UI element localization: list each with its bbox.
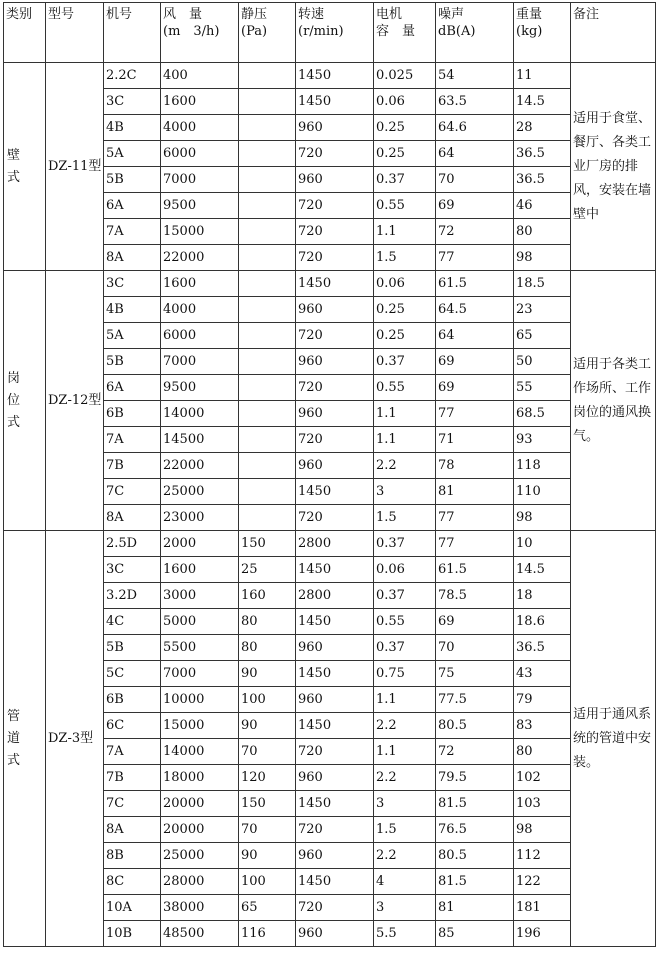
pressure-cell: 70	[239, 817, 296, 843]
speed-cell: 960	[296, 401, 374, 427]
pressure-cell	[239, 479, 296, 505]
speed-cell: 1450	[296, 557, 374, 583]
header-speed: 转速 (r/min)	[296, 3, 374, 63]
airflow-cell: 14000	[161, 739, 239, 765]
machine-cell: 7C	[104, 479, 161, 505]
pressure-cell: 116	[239, 921, 296, 947]
weight-cell: 18.6	[514, 609, 571, 635]
weight-cell: 118	[514, 453, 571, 479]
airflow-cell: 22000	[161, 453, 239, 479]
motor-cell: 1.1	[374, 219, 436, 245]
motor-cell: 0.25	[374, 115, 436, 141]
noise-cell: 63.5	[436, 89, 514, 115]
airflow-cell: 14500	[161, 427, 239, 453]
pressure-cell	[239, 193, 296, 219]
motor-cell: 0.55	[374, 375, 436, 401]
pressure-cell	[239, 323, 296, 349]
speed-cell: 720	[296, 505, 374, 531]
motor-cell: 0.37	[374, 167, 436, 193]
motor-cell: 0.06	[374, 89, 436, 115]
noise-cell: 69	[436, 349, 514, 375]
fan-spec-table	[3, 2, 656, 947]
noise-cell: 71	[436, 427, 514, 453]
airflow-cell: 9500	[161, 193, 239, 219]
noise-cell: 77.5	[436, 687, 514, 713]
motor-cell: 1.1	[374, 401, 436, 427]
motor-cell: 1.5	[374, 245, 436, 271]
airflow-cell: 10000	[161, 687, 239, 713]
remark-cell: 适用于食堂、餐厅、各类工业厂房的排风，安装在墙壁中	[571, 63, 656, 271]
noise-cell: 81	[436, 479, 514, 505]
table-row	[4, 531, 656, 557]
motor-cell: 2.2	[374, 453, 436, 479]
pressure-cell: 70	[239, 739, 296, 765]
airflow-cell: 20000	[161, 791, 239, 817]
machine-cell: 5C	[104, 661, 161, 687]
airflow-cell: 20000	[161, 817, 239, 843]
pressure-cell	[239, 427, 296, 453]
machine-cell: 6C	[104, 713, 161, 739]
pressure-cell: 150	[239, 791, 296, 817]
machine-cell: 8A	[104, 245, 161, 271]
machine-cell: 6A	[104, 193, 161, 219]
header-model: 型号	[46, 3, 104, 63]
remark-cell: 适用于各类工作场所、工作岗位的通风换气。	[571, 271, 656, 531]
weight-cell: 98	[514, 505, 571, 531]
speed-cell: 960	[296, 687, 374, 713]
pressure-cell: 150	[239, 531, 296, 557]
weight-cell: 28	[514, 115, 571, 141]
weight-cell: 50	[514, 349, 571, 375]
speed-cell: 960	[296, 349, 374, 375]
category-cell: 岗 位 式	[4, 271, 46, 531]
speed-cell: 720	[296, 895, 374, 921]
motor-cell: 2.2	[374, 843, 436, 869]
airflow-cell: 48500	[161, 921, 239, 947]
pressure-cell: 80	[239, 609, 296, 635]
weight-cell: 110	[514, 479, 571, 505]
table-body	[4, 63, 656, 947]
weight-cell: 18	[514, 583, 571, 609]
machine-cell: 8A	[104, 505, 161, 531]
machine-cell: 3C	[104, 557, 161, 583]
noise-cell: 81.5	[436, 791, 514, 817]
header-pressure: 静压 (Pa)	[239, 3, 296, 63]
noise-cell: 77	[436, 245, 514, 271]
speed-cell: 960	[296, 921, 374, 947]
weight-cell: 11	[514, 63, 571, 89]
airflow-cell: 18000	[161, 765, 239, 791]
weight-cell: 14.5	[514, 89, 571, 115]
machine-cell: 4C	[104, 609, 161, 635]
noise-cell: 64	[436, 323, 514, 349]
pressure-cell: 120	[239, 765, 296, 791]
speed-cell: 720	[296, 193, 374, 219]
airflow-cell: 23000	[161, 505, 239, 531]
weight-cell: 98	[514, 817, 571, 843]
table-row	[4, 271, 656, 297]
speed-cell: 960	[296, 453, 374, 479]
header-category: 类别	[4, 3, 46, 63]
airflow-cell: 1600	[161, 557, 239, 583]
noise-cell: 76.5	[436, 817, 514, 843]
machine-cell: 8A	[104, 817, 161, 843]
noise-cell: 85	[436, 921, 514, 947]
header-noise: 噪声 dB(A)	[436, 3, 514, 63]
speed-cell: 2800	[296, 583, 374, 609]
header-airflow: 风 量 (m 3/h)	[161, 3, 239, 63]
airflow-cell: 15000	[161, 713, 239, 739]
pressure-cell	[239, 63, 296, 89]
weight-cell: 10	[514, 531, 571, 557]
noise-cell: 70	[436, 167, 514, 193]
noise-cell: 64.6	[436, 115, 514, 141]
speed-cell: 720	[296, 427, 374, 453]
pressure-cell: 90	[239, 713, 296, 739]
airflow-cell: 15000	[161, 219, 239, 245]
weight-cell: 112	[514, 843, 571, 869]
motor-cell: 0.37	[374, 349, 436, 375]
motor-cell: 0.37	[374, 583, 436, 609]
speed-cell: 1450	[296, 661, 374, 687]
noise-cell: 72	[436, 219, 514, 245]
pressure-cell	[239, 349, 296, 375]
speed-cell: 1450	[296, 63, 374, 89]
weight-cell: 83	[514, 713, 571, 739]
speed-cell: 720	[296, 817, 374, 843]
airflow-cell: 5500	[161, 635, 239, 661]
weight-cell: 36.5	[514, 635, 571, 661]
weight-cell: 23	[514, 297, 571, 323]
machine-cell: 5B	[104, 635, 161, 661]
weight-cell: 79	[514, 687, 571, 713]
weight-cell: 98	[514, 245, 571, 271]
motor-cell: 3	[374, 479, 436, 505]
speed-cell: 960	[296, 765, 374, 791]
noise-cell: 61.5	[436, 557, 514, 583]
motor-cell: 2.2	[374, 765, 436, 791]
header-weight: 重量 (kg)	[514, 3, 571, 63]
pressure-cell	[239, 115, 296, 141]
noise-cell: 70	[436, 635, 514, 661]
airflow-cell: 1600	[161, 89, 239, 115]
motor-cell: 1.1	[374, 739, 436, 765]
airflow-cell: 5000	[161, 609, 239, 635]
noise-cell: 64	[436, 141, 514, 167]
airflow-cell: 25000	[161, 479, 239, 505]
machine-cell: 6A	[104, 375, 161, 401]
airflow-cell: 4000	[161, 297, 239, 323]
pressure-cell: 25	[239, 557, 296, 583]
airflow-cell: 7000	[161, 661, 239, 687]
speed-cell: 1450	[296, 791, 374, 817]
motor-cell: 1.5	[374, 505, 436, 531]
machine-cell: 8C	[104, 869, 161, 895]
model-cell: DZ-12型	[46, 271, 104, 531]
motor-cell: 0.06	[374, 271, 436, 297]
speed-cell: 720	[296, 141, 374, 167]
weight-cell: 93	[514, 427, 571, 453]
weight-cell: 103	[514, 791, 571, 817]
header-row	[4, 3, 656, 63]
speed-cell: 960	[296, 635, 374, 661]
speed-cell: 720	[296, 375, 374, 401]
machine-cell: 2.5D	[104, 531, 161, 557]
noise-cell: 81	[436, 895, 514, 921]
motor-cell: 0.25	[374, 141, 436, 167]
weight-cell: 46	[514, 193, 571, 219]
machine-cell: 7C	[104, 791, 161, 817]
speed-cell: 960	[296, 167, 374, 193]
airflow-cell: 4000	[161, 115, 239, 141]
model-cell: DZ-11型	[46, 63, 104, 271]
model-cell: DZ-3型	[46, 531, 104, 947]
machine-cell: 7B	[104, 453, 161, 479]
machine-cell: 10A	[104, 895, 161, 921]
weight-cell: 196	[514, 921, 571, 947]
airflow-cell: 400	[161, 63, 239, 89]
motor-cell: 1.5	[374, 817, 436, 843]
noise-cell: 61.5	[436, 271, 514, 297]
airflow-cell: 28000	[161, 869, 239, 895]
airflow-cell: 7000	[161, 167, 239, 193]
pressure-cell	[239, 297, 296, 323]
machine-cell: 10B	[104, 921, 161, 947]
noise-cell: 69	[436, 609, 514, 635]
speed-cell: 1450	[296, 89, 374, 115]
airflow-cell: 7000	[161, 349, 239, 375]
category-cell: 管 道 式	[4, 531, 46, 947]
machine-cell: 5A	[104, 141, 161, 167]
motor-cell: 0.25	[374, 323, 436, 349]
airflow-cell: 25000	[161, 843, 239, 869]
weight-cell: 14.5	[514, 557, 571, 583]
motor-cell: 0.06	[374, 557, 436, 583]
machine-cell: 3C	[104, 89, 161, 115]
machine-cell: 8B	[104, 843, 161, 869]
table-row	[4, 63, 656, 89]
pressure-cell	[239, 401, 296, 427]
machine-cell: 3C	[104, 271, 161, 297]
airflow-cell: 6000	[161, 323, 239, 349]
weight-cell: 80	[514, 739, 571, 765]
pressure-cell	[239, 453, 296, 479]
category-cell: 壁 式	[4, 63, 46, 271]
pressure-cell	[239, 245, 296, 271]
weight-cell: 65	[514, 323, 571, 349]
noise-cell: 78	[436, 453, 514, 479]
pressure-cell: 100	[239, 869, 296, 895]
weight-cell: 122	[514, 869, 571, 895]
machine-cell: 3.2D	[104, 583, 161, 609]
pressure-cell: 90	[239, 661, 296, 687]
weight-cell: 68.5	[514, 401, 571, 427]
header-motor: 电机 容 量	[374, 3, 436, 63]
machine-cell: 4B	[104, 115, 161, 141]
machine-cell: 6B	[104, 401, 161, 427]
speed-cell: 960	[296, 115, 374, 141]
motor-cell: 0.75	[374, 661, 436, 687]
pressure-cell	[239, 505, 296, 531]
pressure-cell	[239, 89, 296, 115]
pressure-cell	[239, 167, 296, 193]
airflow-cell: 38000	[161, 895, 239, 921]
weight-cell: 36.5	[514, 141, 571, 167]
speed-cell: 720	[296, 219, 374, 245]
speed-cell: 1450	[296, 609, 374, 635]
motor-cell: 0.25	[374, 297, 436, 323]
noise-cell: 75	[436, 661, 514, 687]
speed-cell: 1450	[296, 869, 374, 895]
motor-cell: 2.2	[374, 713, 436, 739]
weight-cell: 43	[514, 661, 571, 687]
motor-cell: 5.5	[374, 921, 436, 947]
noise-cell: 80.5	[436, 713, 514, 739]
speed-cell: 1450	[296, 713, 374, 739]
speed-cell: 720	[296, 323, 374, 349]
noise-cell: 69	[436, 375, 514, 401]
noise-cell: 69	[436, 193, 514, 219]
noise-cell: 54	[436, 63, 514, 89]
pressure-cell: 100	[239, 687, 296, 713]
airflow-cell: 22000	[161, 245, 239, 271]
pressure-cell	[239, 271, 296, 297]
machine-cell: 5B	[104, 167, 161, 193]
machine-cell: 5A	[104, 323, 161, 349]
noise-cell: 81.5	[436, 869, 514, 895]
motor-cell: 0.55	[374, 609, 436, 635]
pressure-cell: 80	[239, 635, 296, 661]
noise-cell: 77	[436, 505, 514, 531]
header-machine: 机号	[104, 3, 161, 63]
weight-cell: 36.5	[514, 167, 571, 193]
header-remark: 备注	[571, 3, 656, 63]
motor-cell: 1.1	[374, 427, 436, 453]
weight-cell: 181	[514, 895, 571, 921]
motor-cell: 1.1	[374, 687, 436, 713]
motor-cell: 0.025	[374, 63, 436, 89]
machine-cell: 7A	[104, 427, 161, 453]
weight-cell: 18.5	[514, 271, 571, 297]
speed-cell: 1450	[296, 271, 374, 297]
noise-cell: 77	[436, 531, 514, 557]
remark-cell: 适用于通风系统的管道中安装。	[571, 531, 656, 947]
motor-cell: 0.55	[374, 193, 436, 219]
airflow-cell: 9500	[161, 375, 239, 401]
machine-cell: 7B	[104, 765, 161, 791]
machine-cell: 4B	[104, 297, 161, 323]
airflow-cell: 6000	[161, 141, 239, 167]
pressure-cell	[239, 141, 296, 167]
weight-cell: 55	[514, 375, 571, 401]
speed-cell: 1450	[296, 479, 374, 505]
noise-cell: 79.5	[436, 765, 514, 791]
airflow-cell: 2000	[161, 531, 239, 557]
airflow-cell: 1600	[161, 271, 239, 297]
noise-cell: 78.5	[436, 583, 514, 609]
pressure-cell: 90	[239, 843, 296, 869]
noise-cell: 77	[436, 401, 514, 427]
pressure-cell	[239, 219, 296, 245]
speed-cell: 960	[296, 297, 374, 323]
pressure-cell	[239, 375, 296, 401]
motor-cell: 0.37	[374, 635, 436, 661]
speed-cell: 720	[296, 739, 374, 765]
pressure-cell: 160	[239, 583, 296, 609]
weight-cell: 80	[514, 219, 571, 245]
machine-cell: 7A	[104, 219, 161, 245]
airflow-cell: 14000	[161, 401, 239, 427]
machine-cell: 6B	[104, 687, 161, 713]
machine-cell: 5B	[104, 349, 161, 375]
noise-cell: 72	[436, 739, 514, 765]
speed-cell: 960	[296, 843, 374, 869]
motor-cell: 0.37	[374, 531, 436, 557]
speed-cell: 720	[296, 245, 374, 271]
machine-cell: 7A	[104, 739, 161, 765]
noise-cell: 80.5	[436, 843, 514, 869]
speed-cell: 2800	[296, 531, 374, 557]
motor-cell: 3	[374, 895, 436, 921]
motor-cell: 4	[374, 869, 436, 895]
noise-cell: 64.5	[436, 297, 514, 323]
weight-cell: 102	[514, 765, 571, 791]
airflow-cell: 3000	[161, 583, 239, 609]
pressure-cell: 65	[239, 895, 296, 921]
motor-cell: 3	[374, 791, 436, 817]
machine-cell: 2.2C	[104, 63, 161, 89]
